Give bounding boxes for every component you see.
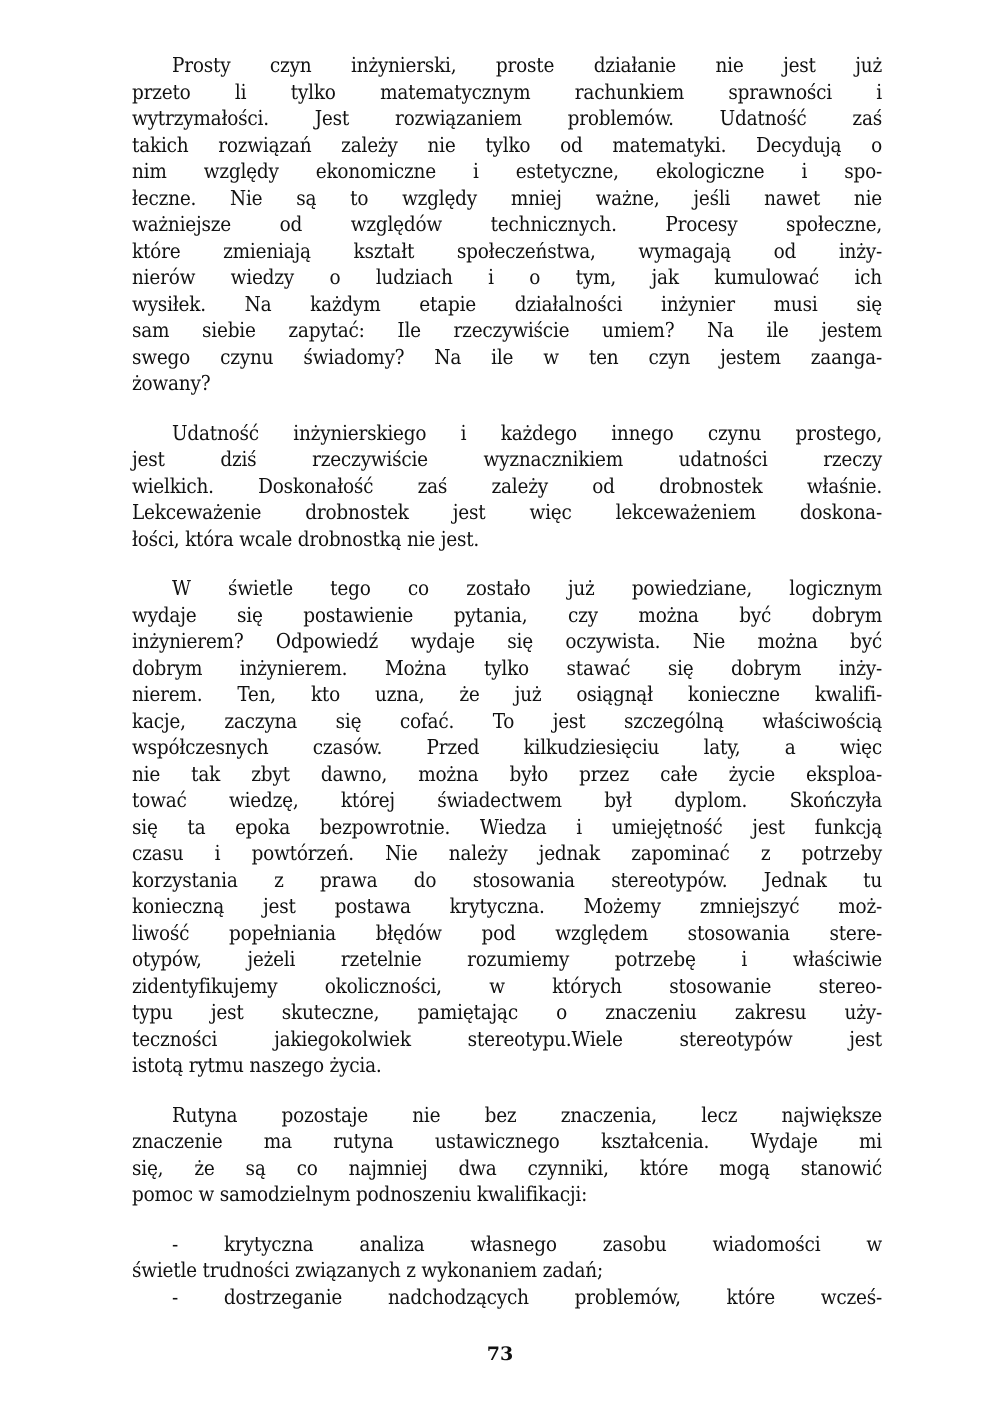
text-line: swego czynu świadomy? Na ile w ten czyn jestem zaanga- (132, 344, 882, 369)
text-line: przeto li tylko matematycznym rachunkiem sprawności i (132, 79, 882, 104)
paragraph-3 (132, 575, 882, 1079)
text-line: znaczenie ma rutyna ustawicznego kształcenia. Wydaje mi (132, 1129, 882, 1153)
text-line: łeczne. Nie są to względy mniej ważne, jeśli nawet nie (132, 185, 882, 210)
text-line: świetle trudności związanych z wykonaniem zadań; (132, 1258, 603, 1282)
text-line: istotą rytmu naszego życia. (132, 1053, 382, 1077)
text-line: które zmieniają kształt społeczeństwa, wymagają od inży- (132, 238, 882, 263)
text-line: wielkich. Doskonałość zaś zależy od drobnostek właśnie. (132, 473, 882, 498)
text-line: Udatność inżynierskiego i każdego innego czynu prostego, (172, 420, 882, 445)
text-line: tować wiedzę, której świadectwem był dyplom. Skończyła (132, 788, 882, 812)
text-line: się ta epoka bezpowrotnie. Wiedza i umiejętność jest funkcją (132, 814, 882, 839)
text-line: korzystania z prawa do stosowania stereotypów. Jednak tu (132, 867, 882, 892)
text-line: wytrzymałości. Jest rozwiązaniem problemów. Udatność zaś (132, 106, 882, 130)
page-number: 73 (486, 1343, 514, 1365)
text-line: nie tak zbyt dawno, można było przez całe życie eksploa- (132, 761, 882, 786)
text-line: dobrym inżynierem. Można tylko stawać się dobrym inży- (132, 655, 882, 680)
text-line: nim względy ekonomiczne i estetyczne, ekologiczne i spo- (132, 159, 882, 183)
paragraph-2 (132, 420, 882, 553)
text-line: teczności jakiegokolwiek stereotypu.Wiele stereotypów jest (132, 1026, 882, 1051)
text-line: czasu i powtórzeń. Nie należy jednak zapominać z potrzeby (132, 841, 882, 865)
text-line: nierem. Ten, kto uzna, że już osiągnął konieczne kwalifi- (132, 682, 882, 706)
text-line: zidentyfikujemy okoliczności, w których stosowanie stereo- (132, 973, 882, 998)
list-item (132, 1284, 882, 1311)
text-line: żowany? (132, 371, 211, 395)
text-line: jest dziś rzeczywiście wyznacznikiem udatności rzeczy (132, 447, 882, 471)
text-line: - dostrzeganie nadchodzących problemów, które wcześ- (172, 1284, 882, 1309)
text-line: otypów, jeżeli rzetelnie rozumiemy potrzebę i właściwie (132, 947, 882, 971)
page-body (132, 52, 882, 1310)
text-line: kacje, zaczyna się cofać. To jest szczególną właściwością (132, 708, 882, 733)
list-item (132, 1231, 882, 1284)
text-line: sam siebie zapytać: Ile rzeczywiście umiem? Na ile jestem (132, 318, 882, 342)
paragraph-1 (132, 52, 882, 397)
text-line: Prosty czyn inżynierski, proste działanie nie jest już (172, 53, 882, 77)
text-line: pomoc w samodzielnym podnoszeniu kwalifikacji: (132, 1182, 588, 1206)
text-line: W świetle tego co zostało już powiedziane, logicznym (172, 576, 882, 600)
text-line: typu jest skuteczne, pamiętając o znaczeniu zakresu uży- (132, 1000, 882, 1024)
text-line: ważniejsze od względów technicznych. Procesy społeczne, (132, 212, 882, 236)
text-line: wydaje się postawienie pytania, czy można być dobrym (132, 602, 882, 627)
text-line: - krytyczna analiza własnego zasobu wiadomości w (172, 1231, 882, 1256)
text-line: współczesnych czasów. Przed kilkudziesięciu laty, a więc (132, 735, 882, 759)
text-line: łości, która wcale drobnostką nie jest. (132, 526, 480, 551)
dash-list (132, 1231, 882, 1311)
text-line: liwość popełniania błędów pod względem stosowania stere- (132, 920, 882, 945)
text-line: Lekceważenie drobnostek jest więc lekceważeniem doskona- (132, 500, 882, 524)
text-line: wysiłek. Na każdym etapie działalności inżynier musi się (132, 291, 882, 316)
paragraph-4 (132, 1102, 882, 1208)
text-line: takich rozwiązań zależy nie tylko od matematyki. Decydują o (132, 132, 882, 157)
text-line: Rutyna pozostaje nie bez znaczenia, lecz największe (172, 1102, 882, 1127)
text-line: nierów wiedzy o ludziach i o tym, jak kumulować ich (132, 265, 882, 289)
text-line: inżynierem? Odpowiedź wydaje się oczywista. Nie można być (132, 629, 882, 653)
text-line: konieczną jest postawa krytyczna. Możemy zmniejszyć moż- (132, 894, 882, 918)
text-line: się, że są co najmniej dwa czynniki, które mogą stanowić (132, 1155, 882, 1180)
